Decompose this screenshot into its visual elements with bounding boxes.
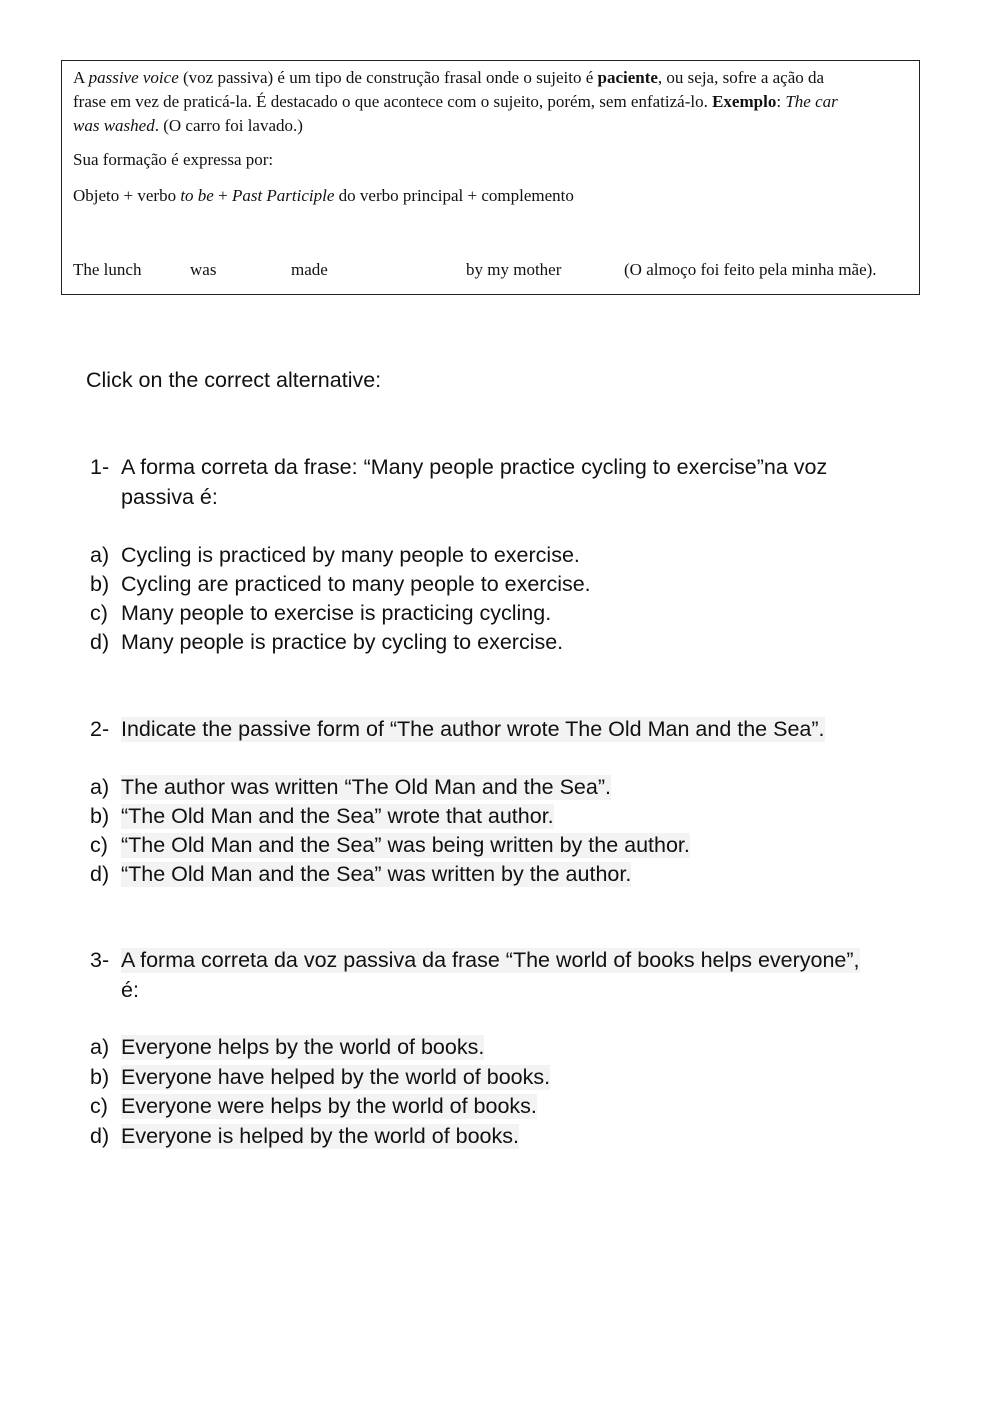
option-letter: c) bbox=[90, 601, 108, 625]
question-prompt-line-1: Indicate the passive form of “The author wrote The Old Man and the Sea”. bbox=[121, 717, 825, 741]
definition-line-1: A passive voice (voz passiva) é um tipo de construção frasal onde o sujeito é paciente, ou seja, sofre a ação da bbox=[73, 68, 825, 87]
option-letter: d) bbox=[90, 862, 110, 886]
option-letter: b) bbox=[90, 804, 110, 828]
option-letter: a) bbox=[90, 1035, 110, 1059]
option-text[interactable]: Everyone helps by the world of books. bbox=[121, 1035, 485, 1059]
option-text[interactable]: Cycling is practiced by many people to exercise. bbox=[121, 543, 580, 567]
option-letter: a) bbox=[90, 775, 110, 799]
option-letter: c) bbox=[90, 833, 108, 857]
option-letter: c) bbox=[90, 1094, 108, 1118]
option-text[interactable]: “The Old Man and the Sea” was being written by the author. bbox=[121, 833, 690, 857]
question-number: 2- bbox=[90, 717, 110, 741]
option-letter: d) bbox=[90, 1124, 110, 1148]
instruction-text: Click on the correct alternative: bbox=[86, 368, 382, 392]
option-letter: d) bbox=[90, 630, 110, 654]
formation-intro: Sua formação é expressa por: bbox=[73, 150, 274, 169]
definition-paragraph bbox=[73, 66, 913, 138]
option-text[interactable]: The author was written “The Old Man and the Sea”. bbox=[121, 775, 611, 799]
option-text[interactable]: “The Old Man and the Sea” wrote that author. bbox=[121, 804, 554, 828]
definition-line-3: was washed. (O carro foi lavado.) bbox=[73, 116, 303, 135]
option-text[interactable]: Cycling are practiced to many people to exercise. bbox=[121, 572, 591, 596]
option-text[interactable]: “The Old Man and the Sea” was written by the author. bbox=[121, 862, 632, 886]
option-text[interactable]: Everyone is helped by the world of books. bbox=[121, 1124, 519, 1148]
option-text[interactable]: Many people to exercise is practicing cycling. bbox=[121, 601, 552, 625]
question-number: 1- bbox=[90, 455, 110, 479]
option-text[interactable]: Everyone were helps by the world of books. bbox=[121, 1094, 537, 1118]
question-prompt-line-2: é: bbox=[121, 978, 139, 1002]
passive-voice-info-box bbox=[61, 60, 920, 295]
formation-formula: Objeto + verbo to be + Past Participle do verbo principal + complemento bbox=[73, 186, 574, 205]
definition-line-2: frase em vez de praticá-la. É destacado o que acontece com o sujeito, porém, sem enfatizá-lo. Exemplo: The car bbox=[73, 92, 838, 111]
option-text[interactable]: Many people is practice by cycling to exercise. bbox=[121, 630, 564, 654]
question-prompt-line-2: passiva é: bbox=[121, 485, 218, 509]
example-participle: made bbox=[291, 260, 328, 279]
example-agent: by my mother bbox=[466, 260, 562, 279]
option-text[interactable]: Everyone have helped by the world of books. bbox=[121, 1065, 551, 1089]
question-prompt-line-1: A forma correta da voz passiva da frase “The world of books helps everyone”, bbox=[121, 948, 860, 972]
example-translation: (O almoço foi feito pela minha mãe). bbox=[624, 260, 877, 279]
question-number: 3- bbox=[90, 948, 110, 972]
option-letter: b) bbox=[90, 572, 110, 596]
question-prompt-line-1: A forma correta da frase: “Many people practice cycling to exercise”na voz bbox=[121, 455, 828, 479]
option-letter: a) bbox=[90, 543, 110, 567]
example-subject: The lunch bbox=[73, 260, 142, 279]
option-letter: b) bbox=[90, 1065, 110, 1089]
example-verb: was bbox=[190, 260, 217, 279]
